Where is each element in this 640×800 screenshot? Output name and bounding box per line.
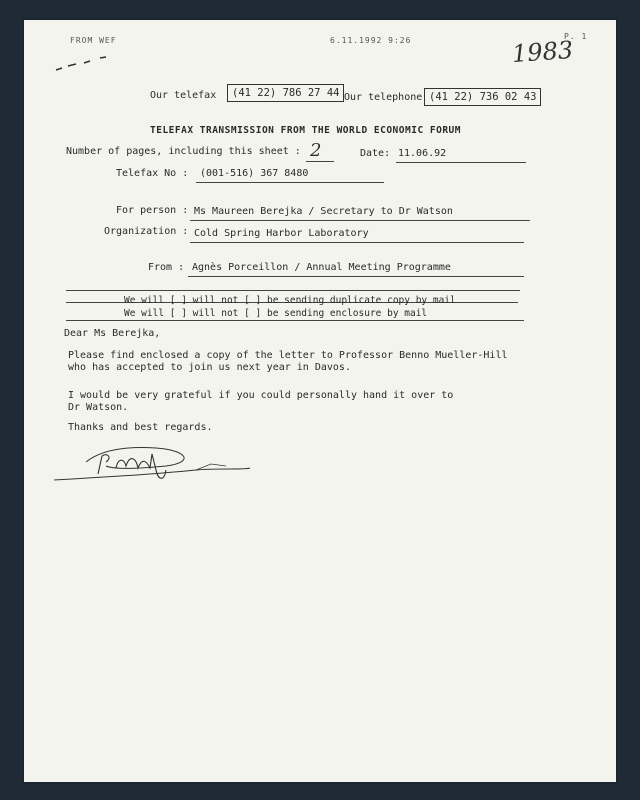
from-underline: [188, 276, 524, 277]
org-value: Cold Spring Harbor Laboratory: [194, 228, 369, 239]
telefax-no-label: Telefax No :: [116, 168, 189, 179]
handwritten-number: 1983: [511, 35, 574, 69]
org-label: Organization :: [104, 226, 189, 237]
date-underline: [396, 162, 526, 163]
fax-title: TELEFAX TRANSMISSION FROM THE WORLD ECONOMIC FORUM: [150, 125, 461, 136]
pages-value: 2: [310, 140, 322, 161]
org-underline: [190, 242, 524, 243]
para1-line2: who has accepted to join us next year in Davos.: [68, 362, 351, 373]
signature: [46, 440, 256, 490]
fax-header-from: FROM WEF: [70, 36, 117, 45]
fax-header-page: P. 1: [564, 32, 588, 41]
telephone-number-box: (41 22) 736 02 43: [424, 88, 541, 106]
date-value: 11.06.92: [398, 148, 447, 159]
pages-underline: [306, 161, 334, 162]
person-underline: [190, 220, 530, 221]
telefax-no-value: (001-516) 367 8480: [200, 168, 309, 179]
telefax-label: Our telefax: [150, 90, 217, 101]
para2-line1: I would be very grateful if you could personally hand it over to: [68, 390, 454, 401]
closing: Thanks and best regards.: [68, 422, 213, 433]
check-top-rule: [66, 290, 520, 291]
pages-label: Number of pages, including this sheet :: [66, 146, 301, 157]
para2-line2: Dr Watson.: [68, 402, 129, 413]
from-value: Agnès Porceillon / Annual Meeting Programme: [192, 262, 451, 273]
fax-page: [24, 20, 616, 782]
check-bottom-rule: [66, 320, 524, 321]
fax-header-datetime: 6.11.1992 9:26: [330, 36, 412, 45]
telephone-label: Our telephone: [344, 92, 423, 103]
para1-line1: Please find enclosed a copy of the letter to Professor Benno Mueller-Hill: [68, 350, 508, 361]
check-line-duplicate: We will [ ] will not [ ] be sending duplicate copy by mail: [124, 295, 456, 306]
from-label: From :: [148, 262, 185, 273]
telefax-number-box: (41 22) 786 27 44: [227, 84, 344, 102]
salutation: Dear Ms Berejka,: [64, 328, 161, 339]
person-value: Ms Maureen Berejka / Secretary to Dr Watson: [194, 206, 453, 217]
pen-mark: [54, 54, 114, 74]
check-line-enclosure: We will [ ] will not [ ] be sending enclosure by mail: [124, 308, 428, 319]
date-label: Date:: [360, 148, 391, 159]
person-label: For person :: [116, 205, 189, 216]
telefax-no-underline: [196, 182, 384, 183]
